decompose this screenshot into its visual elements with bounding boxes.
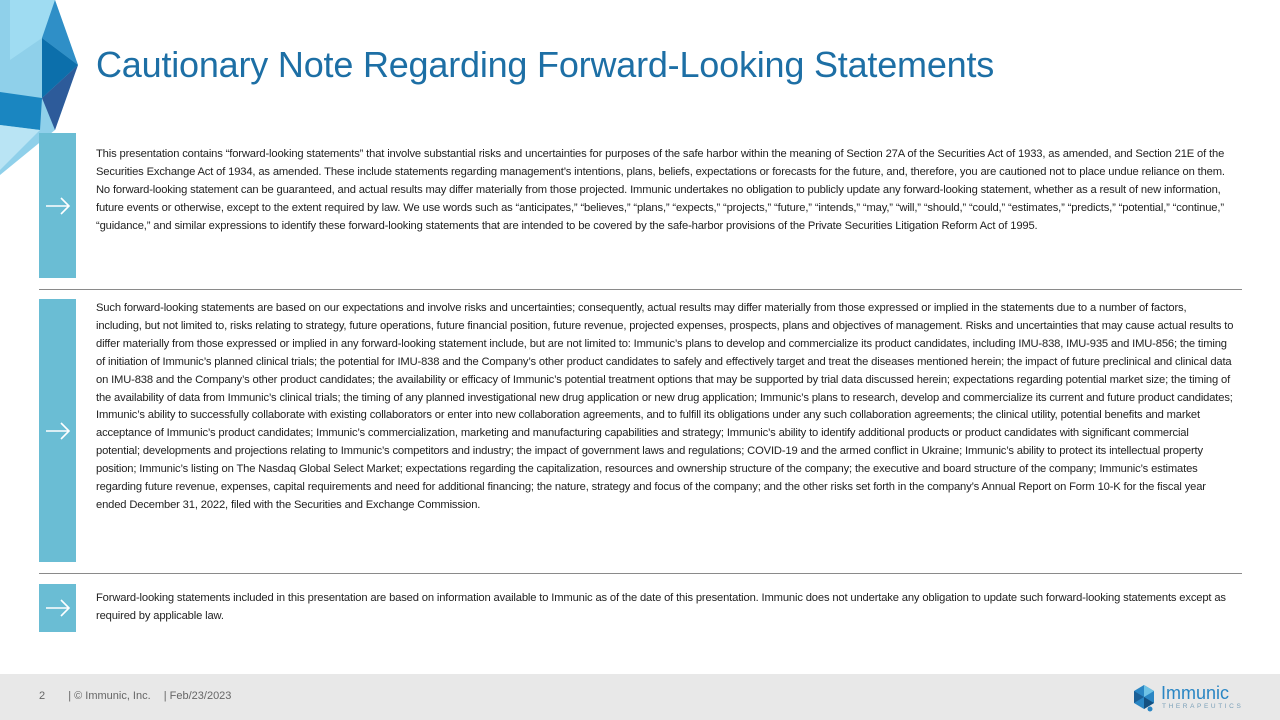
section-text: This presentation contains “forward-looking statements” that involve substantial risks and uncertainties for purposes of the safe harbor within the meaning of Section 27A of the Securities Act of 1933, as amended, and Section 21E of the Securities Exchange Act of 1934, as amended. These include statements regarding management’s intentions, plans, beliefs, expectations or forecasts for the future, and, therefore, you are cautioned not to place undue reliance on them. No forward-looking statement can be guaranteed, and actual results may differ materially from those projected. Immunic undertakes no obligation to publicly update any forward-looking statement, whether as a result of new information, future events or otherwise, except to the extent required by law. We use words such as “anticipates,” “believes,” “plans,” “expects,” “projects,” “future,” “intends,” “may,” “will,” “should,” “could,” “estimates,” “predicts,” “potential,” “continue,” “guidance,” and similar expressions to identify these forward-looking statements that are intended to be covered by the safe-harbor provisions of the Private Securities Litigation Reform Act of 1995. xyxy=(96,148,1225,232)
section-accent-bar xyxy=(39,133,76,278)
right-arrow-icon xyxy=(44,598,72,618)
statement-section-no-update xyxy=(39,584,1242,632)
section-divider xyxy=(39,573,1242,574)
section-text: Such forward-looking statements are based on our expectations and involve risks and uncertainties; consequently, actual results may differ materially from those expressed or implied in the statements due to a number of factors, including, but not limited to, risks relating to strategy, future operations, future financial position, future revenue, projected expenses, prospects, plans and objectives of management. Risks and uncertainties that may cause actual results to differ materially from those expressed or implied in any forward-looking statement include, but are not limited to: Immunic’s plans to develop and commercialize its product candidates, including IMU-838, IMU-935 and IMU-856; the timing of initiation of Immunic’s planned clinical trials; the potential for IMU-838 and the Company’s other product candidates to safely and effectively target and treat the diseases mentioned herein; the impact of future preclinical and clinical data on IMU-838 and the Company’s other product candidates; the availability or efficacy of Immunic’s potential treatment options that may be supported by trial data discussed herein; expectations regarding potential market size; the timing of the availability of data from Immunic’s clinical trials; the timing of any planned investigational new drug application or new drug application; Immunic’s plans to research, develop and commercialize its current and future product candidates; Immunic’s ability to successfully collaborate with existing collaborators or enter into new collaboration agreements, and to fulfill its obligations under any such collaboration agreements; the clinical utility, potential benefits and market acceptance of Immunic’s product candidates; Immunic’s commercialization, marketing and manufacturing capabilities and strategy; Immunic’s ability to identify additional products or product candidates with significant commercial potential; developments and projections relating to Immunic’s competitors and industry; the impact of government laws and regulations; COVID-19 and the armed conflict in Ukraine; Immunic’s ability to protect its intellectual property position; Immunic’s listing on The Nasdaq Global Select Market; expectations regarding the capitalization, resources and ownership structure of the company; the executive and board structure of the company; Immunic’s estimates regarding future revenue, expenses, capital requirements and need for additional financing; the nature, strategy and focus of the company; and the other risks set forth in the company’s Annual Report on Form 10-K for the fiscal year ended December 31, 2022, filed with the Securities and Exchange Commission. xyxy=(96,302,1234,511)
right-arrow-icon xyxy=(44,421,72,441)
copyright-text: | © Immunic, Inc. xyxy=(68,690,151,702)
immunic-logo xyxy=(1132,682,1244,714)
section-divider xyxy=(39,289,1242,290)
statement-section-safe-harbor xyxy=(39,133,1242,278)
logo-tagline: THERAPEUTICS xyxy=(1162,703,1244,710)
statement-section-risk-factors xyxy=(39,299,1242,562)
logo-wordmark: Immunic xyxy=(1161,683,1230,703)
section-accent-bar xyxy=(39,584,76,632)
right-arrow-icon xyxy=(44,196,72,216)
footer-info xyxy=(39,690,237,702)
section-text: Forward-looking statements included in this presentation are based on information available to Immunic as of the date of this presentation. Immunic does not undertake any obligation to update such forward-looking statements except as required by applicable law. xyxy=(96,592,1226,622)
immunic-logo-icon xyxy=(1132,684,1156,712)
page-title: Cautionary Note Regarding Forward-Looking Statements xyxy=(96,44,995,85)
footer-bar xyxy=(0,674,1280,720)
section-accent-bar xyxy=(39,299,76,562)
page-number: 2 xyxy=(39,690,46,702)
date-text: | Feb/23/2023 xyxy=(163,690,232,702)
